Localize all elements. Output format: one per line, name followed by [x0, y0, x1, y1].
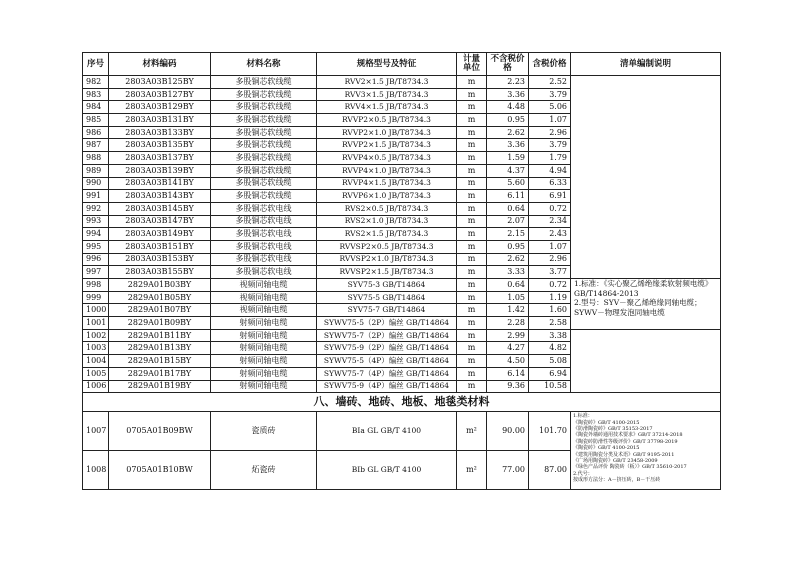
row-price-inc: 101.70	[529, 412, 571, 451]
header-price-inc: 含税价格	[529, 53, 571, 76]
row-unit: m	[457, 177, 487, 190]
row-unit: m	[457, 164, 487, 177]
row-unit: m	[457, 279, 487, 292]
row-price-ex: 4.48	[487, 101, 529, 114]
row-unit: m	[457, 152, 487, 165]
row-unit: m	[457, 202, 487, 215]
row-price-ex: 5.60	[487, 177, 529, 190]
row-unit: m	[457, 342, 487, 355]
row-seq: 982	[83, 76, 109, 89]
row-price-ex: 2.28	[487, 317, 529, 330]
header-row	[83, 53, 721, 76]
row-price-ex: 90.00	[487, 412, 529, 451]
row-price-ex: 4.27	[487, 342, 529, 355]
row-name: 多股铜芯软线缆	[211, 101, 317, 114]
row-code: 2829A01B19BY	[109, 380, 211, 393]
row-spec: RVVP4×0.5 JB/T8734.3	[317, 152, 457, 165]
row-seq: 1002	[83, 329, 109, 342]
row-seq: 992	[83, 202, 109, 215]
row-seq: 990	[83, 177, 109, 190]
row-unit: m	[457, 317, 487, 330]
row-spec: SYWV75-9（2P）编丝 GB/T14864	[317, 342, 457, 355]
row-code: 0705A01B10BW	[109, 451, 211, 490]
row-spec: RVS2×0.5 JB/T8734.3	[317, 202, 457, 215]
row-name: 多股铜芯软线缆	[211, 139, 317, 152]
row-price-ex: 1.42	[487, 304, 529, 317]
header-code: 材料编码	[109, 53, 211, 76]
row-price-ex: 0.95	[487, 240, 529, 253]
row-code: 2803A03B147BY	[109, 215, 211, 228]
row-name: 多股铜芯软电线	[211, 253, 317, 266]
row-name: 多股铜芯软线缆	[211, 88, 317, 101]
header-spec: 规格型号及特征	[317, 53, 457, 76]
row-spec: RVV2×1.5 JB/T8734.3	[317, 76, 457, 89]
row-price-inc: 0.72	[529, 279, 571, 292]
row-name: 射频同轴电缆	[211, 380, 317, 393]
row-price-inc: 1.79	[529, 152, 571, 165]
row-spec: SYWV75-7（2P）编丝 GB/T14864	[317, 329, 457, 342]
row-name: 多股铜芯软电线	[211, 266, 317, 279]
header-name: 材料名称	[211, 53, 317, 76]
row-unit: m	[457, 240, 487, 253]
header-unit: 计量单位	[457, 53, 487, 76]
row-price-inc: 2.43	[529, 228, 571, 241]
row-spec: RVVP4×1.0 JB/T8734.3	[317, 164, 457, 177]
row-code: 2803A03B131BY	[109, 114, 211, 127]
row-code: 2803A03B129BY	[109, 101, 211, 114]
row-name: 瓷质砖	[211, 412, 317, 451]
row-price-inc: 1.19	[529, 291, 571, 304]
row-spec: RVVP2×1.5 JB/T8734.3	[317, 139, 457, 152]
row-unit: m	[457, 114, 487, 127]
row-seq: 993	[83, 215, 109, 228]
row-code: 2803A03B155BY	[109, 266, 211, 279]
row-spec: SYV75-3 GB/T14864	[317, 279, 457, 292]
row-price-inc: 2.96	[529, 253, 571, 266]
row-spec: SYWV75-7（4P）编丝 GB/T14864	[317, 367, 457, 380]
row-name: 多股铜芯软线缆	[211, 114, 317, 127]
row-seq: 984	[83, 101, 109, 114]
row-price-inc: 1.60	[529, 304, 571, 317]
row-seq: 994	[83, 228, 109, 241]
row-code: 2829A01B15BY	[109, 355, 211, 368]
row-spec: RVVP2×1.0 JB/T8734.3	[317, 126, 457, 139]
row-code: 2803A03B137BY	[109, 152, 211, 165]
row-name: 射频同轴电缆	[211, 317, 317, 330]
row-code: 2803A03B143BY	[109, 190, 211, 203]
row-price-ex: 0.64	[487, 279, 529, 292]
row-code: 2803A03B125BY	[109, 76, 211, 89]
row-price-inc: 6.91	[529, 190, 571, 203]
row-price-inc: 6.94	[529, 367, 571, 380]
section-row	[83, 393, 721, 412]
row-unit: m	[457, 304, 487, 317]
row-price-ex: 3.36	[487, 139, 529, 152]
table-row	[83, 76, 721, 89]
header-price-ex: 不含税价 格	[487, 53, 529, 76]
material-price-table	[82, 52, 721, 490]
row-unit: m	[457, 367, 487, 380]
row-code: 2829A01B07BY	[109, 304, 211, 317]
table-row	[83, 412, 721, 451]
row-unit: m	[457, 355, 487, 368]
row-name: 多股铜芯软线缆	[211, 126, 317, 139]
row-seq: 1003	[83, 342, 109, 355]
row-seq: 985	[83, 114, 109, 127]
row-seq: 1004	[83, 355, 109, 368]
table-row	[83, 329, 721, 342]
row-code: 2803A03B149BY	[109, 228, 211, 241]
row-code: 2829A01B03BY	[109, 279, 211, 292]
row-price-ex: 0.95	[487, 114, 529, 127]
row-price-ex: 6.14	[487, 367, 529, 380]
row-code: 2829A01B11BY	[109, 329, 211, 342]
section-title: 八、墙砖、地砖、地板、地毯类材料	[83, 393, 721, 412]
row-price-ex: 2.99	[487, 329, 529, 342]
row-price-ex: 6.11	[487, 190, 529, 203]
row-price-ex: 2.62	[487, 253, 529, 266]
row-price-inc: 0.72	[529, 202, 571, 215]
row-code: 2829A01B05BY	[109, 291, 211, 304]
row-price-ex: 4.50	[487, 355, 529, 368]
row-unit: m²	[457, 451, 487, 490]
row-code: 2803A03B127BY	[109, 88, 211, 101]
row-unit: m²	[457, 412, 487, 451]
row-code: 2803A03B145BY	[109, 202, 211, 215]
row-price-inc: 5.08	[529, 355, 571, 368]
row-price-inc: 3.38	[529, 329, 571, 342]
row-code: 2803A03B135BY	[109, 139, 211, 152]
row-seq: 995	[83, 240, 109, 253]
row-seq: 1000	[83, 304, 109, 317]
row-seq: 1001	[83, 317, 109, 330]
row-price-inc: 2.34	[529, 215, 571, 228]
row-spec: SYWV75-5（4P）编丝 GB/T14864	[317, 355, 457, 368]
row-name: 视频同轴电缆	[211, 291, 317, 304]
row-spec: BⅠa GL GB/T 4100	[317, 412, 457, 451]
row-price-inc: 2.58	[529, 317, 571, 330]
row-name: 视频同轴电缆	[211, 304, 317, 317]
row-price-inc: 6.33	[529, 177, 571, 190]
row-unit: m	[457, 291, 487, 304]
row-spec: RVVSP2×0.5 JB/T8734.3	[317, 240, 457, 253]
row-price-inc: 2.96	[529, 126, 571, 139]
row-unit: m	[457, 228, 487, 241]
row-unit: m	[457, 253, 487, 266]
row-price-inc: 4.82	[529, 342, 571, 355]
row-unit: m	[457, 329, 487, 342]
row-price-ex: 9.36	[487, 380, 529, 393]
row-seq: 986	[83, 126, 109, 139]
row-unit: m	[457, 380, 487, 393]
row-seq: 1007	[83, 412, 109, 451]
row-seq: 983	[83, 88, 109, 101]
row-code: 2829A01B13BY	[109, 342, 211, 355]
row-price-ex: 4.37	[487, 164, 529, 177]
row-name: 射频同轴电缆	[211, 355, 317, 368]
row-spec: RVV3×1.5 JB/T8734.3	[317, 88, 457, 101]
header-note: 清单编制说明	[571, 53, 721, 76]
row-code: 2803A03B139BY	[109, 164, 211, 177]
row-seq: 1006	[83, 380, 109, 393]
row-spec: SYV75-5 GB/T14864	[317, 291, 457, 304]
row-seq: 991	[83, 190, 109, 203]
header-seq: 序号	[83, 53, 109, 76]
row-seq: 997	[83, 266, 109, 279]
row-price-inc: 3.77	[529, 266, 571, 279]
row-name: 多股铜芯软电线	[211, 240, 317, 253]
row-seq: 996	[83, 253, 109, 266]
row-spec: SYV75-7 GB/T14864	[317, 304, 457, 317]
row-name: 射频同轴电缆	[211, 342, 317, 355]
row-price-inc: 3.79	[529, 88, 571, 101]
row-code: 2803A03B133BY	[109, 126, 211, 139]
row-name: 多股铜芯软线缆	[211, 76, 317, 89]
row-unit: m	[457, 190, 487, 203]
row-price-inc: 1.07	[529, 240, 571, 253]
row-spec: RVVP4×1.5 JB/T8734.3	[317, 177, 457, 190]
row-price-ex: 3.36	[487, 88, 529, 101]
row-unit: m	[457, 101, 487, 114]
note-tile-standard: 1.标准： 《陶瓷砖》GB/T 4100-2015 《防滑陶瓷砖》GB/T 35153-2017 《陶瓷外墙砖通用技术要求》GB/T 37214-2018 《陶瓷砖防滑性等级评价》GB/T 37798-2019 《陶瓷砖》GB/T 4100-2015 《建筑用陶瓷分类及术语》GB/T 9195-2011 《广场用陶瓷砖》GB/T 23458-2009 《绿色产品评价 陶瓷砖（板）》GB/T 35610-2017 2.代号： 按成形方法分：A－挤压砖，B－干压砖	[571, 412, 721, 490]
row-seq: 989	[83, 164, 109, 177]
row-code: 0705A01B09BW	[109, 412, 211, 451]
row-price-ex: 0.64	[487, 202, 529, 215]
row-seq: 999	[83, 291, 109, 304]
row-price-inc: 87.00	[529, 451, 571, 490]
row-code: 2803A03B141BY	[109, 177, 211, 190]
row-spec: SYWV75-9（4P）编丝 GB/T14864	[317, 380, 457, 393]
note-empty-coax	[571, 329, 721, 392]
row-spec: RVS2×1.5 JB/T8734.3	[317, 228, 457, 241]
row-price-ex: 2.62	[487, 126, 529, 139]
row-name: 多股铜芯软线缆	[211, 164, 317, 177]
row-code: 2829A01B17BY	[109, 367, 211, 380]
row-name: 射频同轴电缆	[211, 329, 317, 342]
row-price-ex: 3.33	[487, 266, 529, 279]
row-price-inc: 3.79	[529, 139, 571, 152]
row-name: 视频同轴电缆	[211, 279, 317, 292]
row-price-inc: 2.52	[529, 76, 571, 89]
row-name: 多股铜芯软线缆	[211, 190, 317, 203]
row-seq: 988	[83, 152, 109, 165]
row-price-inc: 5.06	[529, 101, 571, 114]
row-seq: 998	[83, 279, 109, 292]
row-spec: BⅠb GL GB/T 4100	[317, 451, 457, 490]
row-code: 2829A01B09BY	[109, 317, 211, 330]
row-spec: RVV4×1.5 JB/T8734.3	[317, 101, 457, 114]
row-code: 2803A03B153BY	[109, 253, 211, 266]
row-spec: RVVSP2×1.5 JB/T8734.3	[317, 266, 457, 279]
row-price-inc: 4.94	[529, 164, 571, 177]
row-unit: m	[457, 88, 487, 101]
row-name: 炻瓷砖	[211, 451, 317, 490]
row-unit: m	[457, 76, 487, 89]
row-spec: RVVP2×0.5 JB/T8734.3	[317, 114, 457, 127]
row-seq: 1005	[83, 367, 109, 380]
row-price-ex: 2.23	[487, 76, 529, 89]
row-price-ex: 2.15	[487, 228, 529, 241]
row-price-inc: 1.07	[529, 114, 571, 127]
row-seq: 987	[83, 139, 109, 152]
table-row	[83, 279, 721, 292]
row-unit: m	[457, 215, 487, 228]
row-name: 多股铜芯软电线	[211, 215, 317, 228]
row-unit: m	[457, 139, 487, 152]
note-empty-cable	[571, 76, 721, 279]
row-name: 多股铜芯软线缆	[211, 177, 317, 190]
row-name: 多股铜芯软电线	[211, 228, 317, 241]
row-name: 多股铜芯软电线	[211, 202, 317, 215]
note-coax-standard: 1.标准：《实心聚乙烯绝缘柔软射频电缆》GB/T14864-2013 2.型号：SYV－聚乙烯绝缘同轴电缆；SYWV－物理发泡同轴电缆	[571, 279, 721, 330]
row-unit: m	[457, 266, 487, 279]
row-code: 2803A03B151BY	[109, 240, 211, 253]
row-price-ex: 77.00	[487, 451, 529, 490]
row-name: 射频同轴电缆	[211, 367, 317, 380]
row-price-ex: 1.59	[487, 152, 529, 165]
row-unit: m	[457, 126, 487, 139]
row-price-ex: 1.05	[487, 291, 529, 304]
row-spec: RVS2×1.0 JB/T8734.3	[317, 215, 457, 228]
row-price-ex: 2.07	[487, 215, 529, 228]
row-seq: 1008	[83, 451, 109, 490]
row-spec: SYWV75-5（2P）编丝 GB/T14864	[317, 317, 457, 330]
row-spec: RVVSP2×1.0 JB/T8734.3	[317, 253, 457, 266]
row-price-inc: 10.58	[529, 380, 571, 393]
row-name: 多股铜芯软线缆	[211, 152, 317, 165]
row-spec: RVVP6×1.0 JB/T8734.3	[317, 190, 457, 203]
